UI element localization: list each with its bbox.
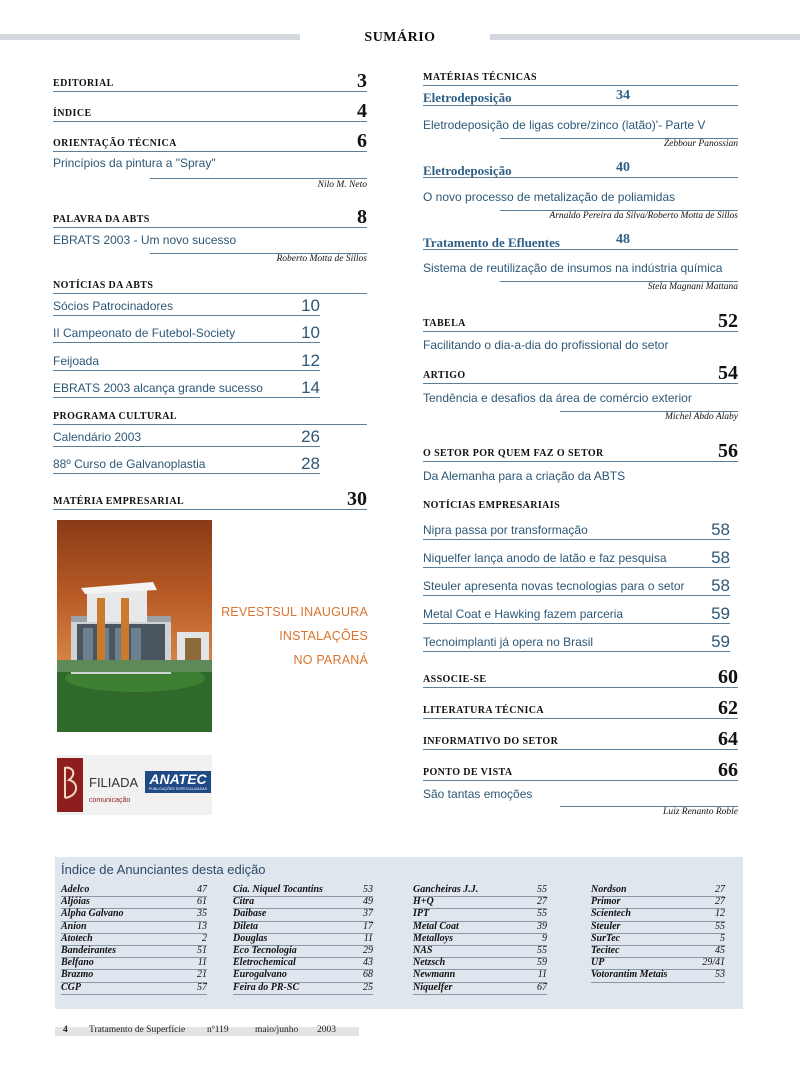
advertiser-page: 61	[197, 896, 207, 908]
item-label: Nipra passa por transformação	[423, 523, 588, 537]
section-page: 62	[718, 697, 738, 719]
section-title: NOTÍCIAS EMPRESARIAIS	[423, 500, 561, 511]
subsection-page: 34	[616, 88, 630, 103]
anatec-badge	[57, 755, 212, 815]
advertiser-name: Feira do PR-SC	[233, 981, 300, 993]
caption-line: INSTALAÇÕES	[279, 629, 368, 643]
item-page: 28	[301, 454, 320, 473]
section-title: MATÉRIAS TÉCNICAS	[423, 72, 537, 83]
section-title: NOTÍCIAS DA ABTS	[53, 280, 154, 291]
footer-magazine: Tratamento de Superfície	[89, 1025, 186, 1035]
caption-line: NO PARANÁ	[293, 653, 368, 667]
advertiser-name: CGP	[61, 981, 81, 993]
item-label: II Campeonato de Futebol-Society	[53, 326, 236, 340]
article-author: Zebbour Panossian	[663, 139, 738, 149]
advertisers-column	[591, 885, 725, 983]
list-item[interactable]	[53, 296, 320, 316]
advertiser-page: 2	[202, 932, 207, 944]
advertiser-name: Adelco	[61, 884, 90, 895]
advertiser-page: 29/41	[702, 957, 725, 969]
article-author: Stela Magnani Mattana	[647, 282, 738, 292]
subsection-page: 48	[616, 232, 630, 247]
section-indice[interactable]	[53, 98, 367, 122]
advertiser-name: Steuler	[591, 920, 621, 932]
footer-issue: nº119	[207, 1025, 229, 1035]
advertiser-row[interactable]	[413, 934, 547, 946]
advertiser-name: Brazmo	[61, 969, 94, 981]
item-label: Calendário 2003	[53, 430, 142, 444]
article-link[interactable]: Da Alemanha para a criação da ABTS	[423, 469, 626, 483]
badge-brand-box	[145, 771, 211, 793]
author-divider	[150, 178, 367, 179]
footer-year: 2003	[317, 1025, 336, 1035]
list-item[interactable]	[53, 351, 320, 371]
advertiser-name: Atotech	[61, 932, 93, 944]
advertiser-name: H+Q	[413, 896, 434, 908]
photo-caption	[220, 600, 368, 672]
advertisers-box	[55, 857, 743, 1009]
section-materia-empresarial[interactable]	[53, 486, 367, 510]
advertiser-name: Daibase	[233, 908, 267, 920]
section-title: EDITORIAL	[53, 78, 114, 89]
item-label: Sócios Patrocinadores	[53, 299, 174, 313]
section-title: TABELA	[423, 318, 466, 329]
advertiser-name: Niquelfer	[413, 981, 453, 993]
advertiser-page: 9	[542, 932, 547, 944]
advertiser-row[interactable]	[233, 983, 373, 995]
advertiser-page: 55	[537, 944, 547, 956]
section-page: 56	[718, 440, 738, 462]
advertiser-page: 45	[715, 944, 725, 956]
section-noticias-abts	[53, 276, 367, 294]
section-page: 30	[347, 488, 367, 510]
item-page: 59	[711, 632, 730, 651]
advertiser-page: 17	[363, 920, 373, 932]
advertiser-page: 11	[363, 932, 373, 944]
advertiser-page: 53	[363, 884, 373, 895]
page-footer	[55, 1027, 359, 1036]
advertiser-page: 47	[197, 884, 207, 895]
advertiser-page: 51	[197, 944, 207, 956]
section-editorial[interactable]	[53, 68, 367, 92]
advertiser-name: Belfano	[61, 957, 94, 969]
section-page: 3	[357, 70, 367, 92]
section-materias-tecnicas	[423, 70, 738, 86]
advertisers-column	[61, 885, 207, 995]
advertiser-row[interactable]	[413, 897, 547, 909]
advertiser-name: SurTec	[591, 932, 621, 944]
article-link[interactable]: EBRATS 2003 - Um novo sucesso	[53, 233, 237, 247]
list-item[interactable]	[423, 548, 730, 568]
list-item[interactable]	[53, 454, 320, 474]
article-link[interactable]: O novo processo de metalização de poliamidas	[423, 190, 676, 204]
item-page: 58	[711, 576, 730, 595]
item-label: Niquelfer lança anodo de latão e faz pesquisa	[423, 551, 667, 565]
section-title: PROGRAMA CULTURAL	[53, 411, 177, 422]
advertiser-name: Aljóias	[61, 896, 90, 908]
section-page: 64	[718, 728, 738, 750]
advertiser-name: Netzsch	[413, 957, 446, 969]
advertiser-name: Eletrochemical	[233, 957, 296, 969]
section-page: 8	[357, 206, 367, 228]
badge-brand-sub: PUBLICAÇÕES ESPECIALIZADAS	[148, 787, 208, 791]
list-item[interactable]	[423, 604, 730, 624]
section-tabela[interactable]	[423, 308, 738, 332]
section-title: ASSOCIE-SE	[423, 674, 487, 685]
section-orientacao[interactable]	[53, 128, 367, 152]
advertiser-page: 11	[197, 957, 207, 969]
advertisers-title: Índice de Anunciantes desta edição	[61, 862, 266, 877]
badge-filiada: FILIADA	[89, 775, 139, 790]
subsection-title[interactable]: Tratamento de Efluentes	[423, 235, 560, 250]
advertiser-name: Nordson	[591, 884, 627, 895]
list-item[interactable]	[423, 632, 730, 652]
building-photo	[57, 520, 212, 732]
list-item[interactable]	[53, 427, 320, 447]
section-informativo[interactable]	[423, 726, 738, 750]
item-page: 12	[301, 351, 320, 370]
item-label: 88º Curso de Galvanoplastia	[53, 457, 206, 471]
advertiser-name: NAS	[413, 944, 433, 956]
section-page: 4	[357, 100, 367, 122]
advertiser-name: Cia. Niquel Tocantins	[233, 884, 323, 895]
item-page: 58	[711, 548, 730, 567]
section-programa	[53, 407, 367, 425]
advertiser-name: Dileta	[233, 920, 258, 932]
advertiser-page: 13	[197, 920, 207, 932]
item-page: 14	[301, 378, 320, 397]
advertiser-name: Newmann	[413, 969, 456, 981]
advertiser-name: Douglas	[233, 932, 268, 944]
subsection-page: 40	[616, 160, 630, 175]
advertiser-name: Anion	[61, 920, 87, 932]
section-noticias-empresariais	[423, 497, 738, 513]
advertiser-row[interactable]	[591, 970, 725, 982]
list-item[interactable]	[423, 576, 730, 596]
advertisers-column	[413, 885, 547, 995]
advertiser-page: 68	[363, 969, 373, 981]
advertiser-name: Votorantim Metais	[591, 969, 668, 981]
item-page: 10	[301, 323, 320, 342]
advertiser-name: Eco Tecnologia	[233, 944, 297, 956]
section-title: LITERATURA TÉCNICA	[423, 705, 545, 716]
advertiser-page: 27	[715, 884, 725, 895]
section-title: ARTIGO	[423, 370, 466, 381]
advertiser-page: 27	[537, 896, 547, 908]
item-page: 59	[711, 604, 730, 623]
anatec-logo-icon	[57, 758, 83, 812]
advertiser-page: 53	[715, 969, 725, 981]
article-author: Michel Abdo Alaby	[665, 412, 738, 422]
advertiser-page: 43	[363, 957, 373, 969]
article-link[interactable]: Eletrodeposição de ligas cobre/zinco (latão)'- Parte V	[423, 118, 706, 132]
section-title: INFORMATIVO DO SETOR	[423, 736, 559, 747]
advertiser-page: 11	[537, 969, 547, 981]
article-link[interactable]: Tendência e desafios da área de comércio exterior	[423, 391, 692, 405]
advertiser-page: 35	[197, 908, 207, 920]
advertiser-page: 55	[715, 920, 725, 932]
advertiser-name: Citra	[233, 896, 255, 908]
page-title: SUMÁRIO	[364, 30, 436, 45]
item-label: Metal Coat e Hawking fazem parceria	[423, 607, 624, 621]
caption-line: REVESTSUL INAUGURA	[221, 605, 368, 619]
article-link[interactable]: Sistema de reutilização de insumos na indústria química	[423, 261, 723, 275]
advertiser-page: 27	[715, 896, 725, 908]
item-page: 26	[301, 427, 320, 446]
advertiser-page: 67	[537, 981, 547, 993]
advertiser-name: Metal Coat	[413, 920, 459, 932]
advertiser-name: Alpha Galvano	[61, 908, 124, 920]
advertiser-row[interactable]	[413, 983, 547, 995]
advertiser-page: 55	[537, 908, 547, 920]
badge-brand: ANATEC	[149, 771, 207, 787]
section-page: 6	[357, 130, 367, 152]
advertiser-name: Metalloys	[413, 932, 453, 944]
item-label: Tecnoimplanti já opera no Brasil	[423, 635, 594, 649]
advertiser-name: UP	[591, 957, 605, 969]
list-item[interactable]	[53, 323, 320, 343]
advertiser-page: 59	[537, 957, 547, 969]
section-title: ORIENTAÇÃO TÉCNICA	[53, 138, 177, 149]
advertiser-page: 29	[363, 944, 373, 956]
section-literatura[interactable]	[423, 695, 738, 719]
article-author: Arnaldo Pereira da Silva/Roberto Motta de Sillos	[549, 211, 738, 221]
list-item[interactable]	[53, 378, 320, 398]
advertiser-row[interactable]	[61, 970, 207, 982]
subsection-title[interactable]: Eletrodeposição	[423, 163, 512, 178]
advertiser-row[interactable]	[61, 983, 207, 995]
advertiser-page: 5	[720, 932, 725, 944]
section-page: 52	[718, 310, 738, 332]
section-artigo[interactable]	[423, 360, 738, 384]
article-author: Nilo M. Neto	[317, 180, 367, 190]
advertiser-name: Eurogalvano	[233, 969, 287, 981]
article-author: Luiz Renanto Roble	[663, 807, 738, 817]
section-palavra[interactable]	[53, 204, 367, 228]
advertiser-page: 21	[197, 969, 207, 981]
advertiser-page: 39	[537, 920, 547, 932]
article-link[interactable]: São tantas emoções	[423, 787, 533, 801]
advertiser-name: Tecitec	[591, 944, 620, 956]
item-label: Steuler apresenta novas tecnologias para o setor	[423, 579, 685, 593]
section-title: PALAVRA DA ABTS	[53, 214, 150, 225]
footer-page-number: 4	[63, 1025, 68, 1035]
list-item[interactable]	[423, 520, 730, 540]
building-illustration	[57, 520, 212, 732]
item-label: EBRATS 2003 alcança grande sucesso	[53, 381, 263, 395]
section-title: O SETOR POR QUEM FAZ O SETOR	[423, 448, 604, 459]
badge-comm: comunicação	[89, 797, 131, 804]
footer-period: maio/junho	[255, 1025, 299, 1035]
advertiser-name: IPT	[413, 908, 430, 920]
section-setor[interactable]	[423, 438, 738, 462]
item-page: 10	[301, 296, 320, 315]
section-page: 60	[718, 666, 738, 688]
advertiser-name: Scientech	[591, 908, 631, 920]
article-link[interactable]: Facilitando o dia-a-dia do profissional do setor	[423, 338, 669, 352]
section-page: 66	[718, 759, 738, 781]
section-page: 54	[718, 362, 738, 384]
advertiser-page: 37	[363, 908, 373, 920]
advertiser-name: Bandeirantes	[61, 944, 117, 956]
section-ponto[interactable]	[423, 757, 738, 781]
section-title: PONTO DE VISTA	[423, 767, 513, 778]
item-label: Feijoada	[53, 354, 100, 368]
article-author: Roberto Motta de Sillos	[276, 254, 367, 264]
advertiser-name: Gancheiras J.J.	[413, 884, 479, 895]
advertiser-page: 55	[537, 884, 547, 895]
advertiser-page: 49	[363, 896, 373, 908]
section-title: MATÉRIA EMPRESARIAL	[53, 496, 185, 507]
advertiser-name: Primor	[591, 896, 621, 908]
item-page: 58	[711, 520, 730, 539]
section-title: ÍNDICE	[53, 108, 92, 119]
advertiser-page: 57	[197, 981, 207, 993]
advertiser-page: 12	[715, 908, 725, 920]
section-associe[interactable]	[423, 664, 738, 688]
article-link[interactable]: Princípios da pintura a "Spray"	[53, 156, 216, 170]
subsection-title[interactable]: Eletrodeposição	[423, 90, 512, 105]
advertiser-page: 25	[363, 981, 373, 993]
advertisers-column	[233, 885, 373, 995]
